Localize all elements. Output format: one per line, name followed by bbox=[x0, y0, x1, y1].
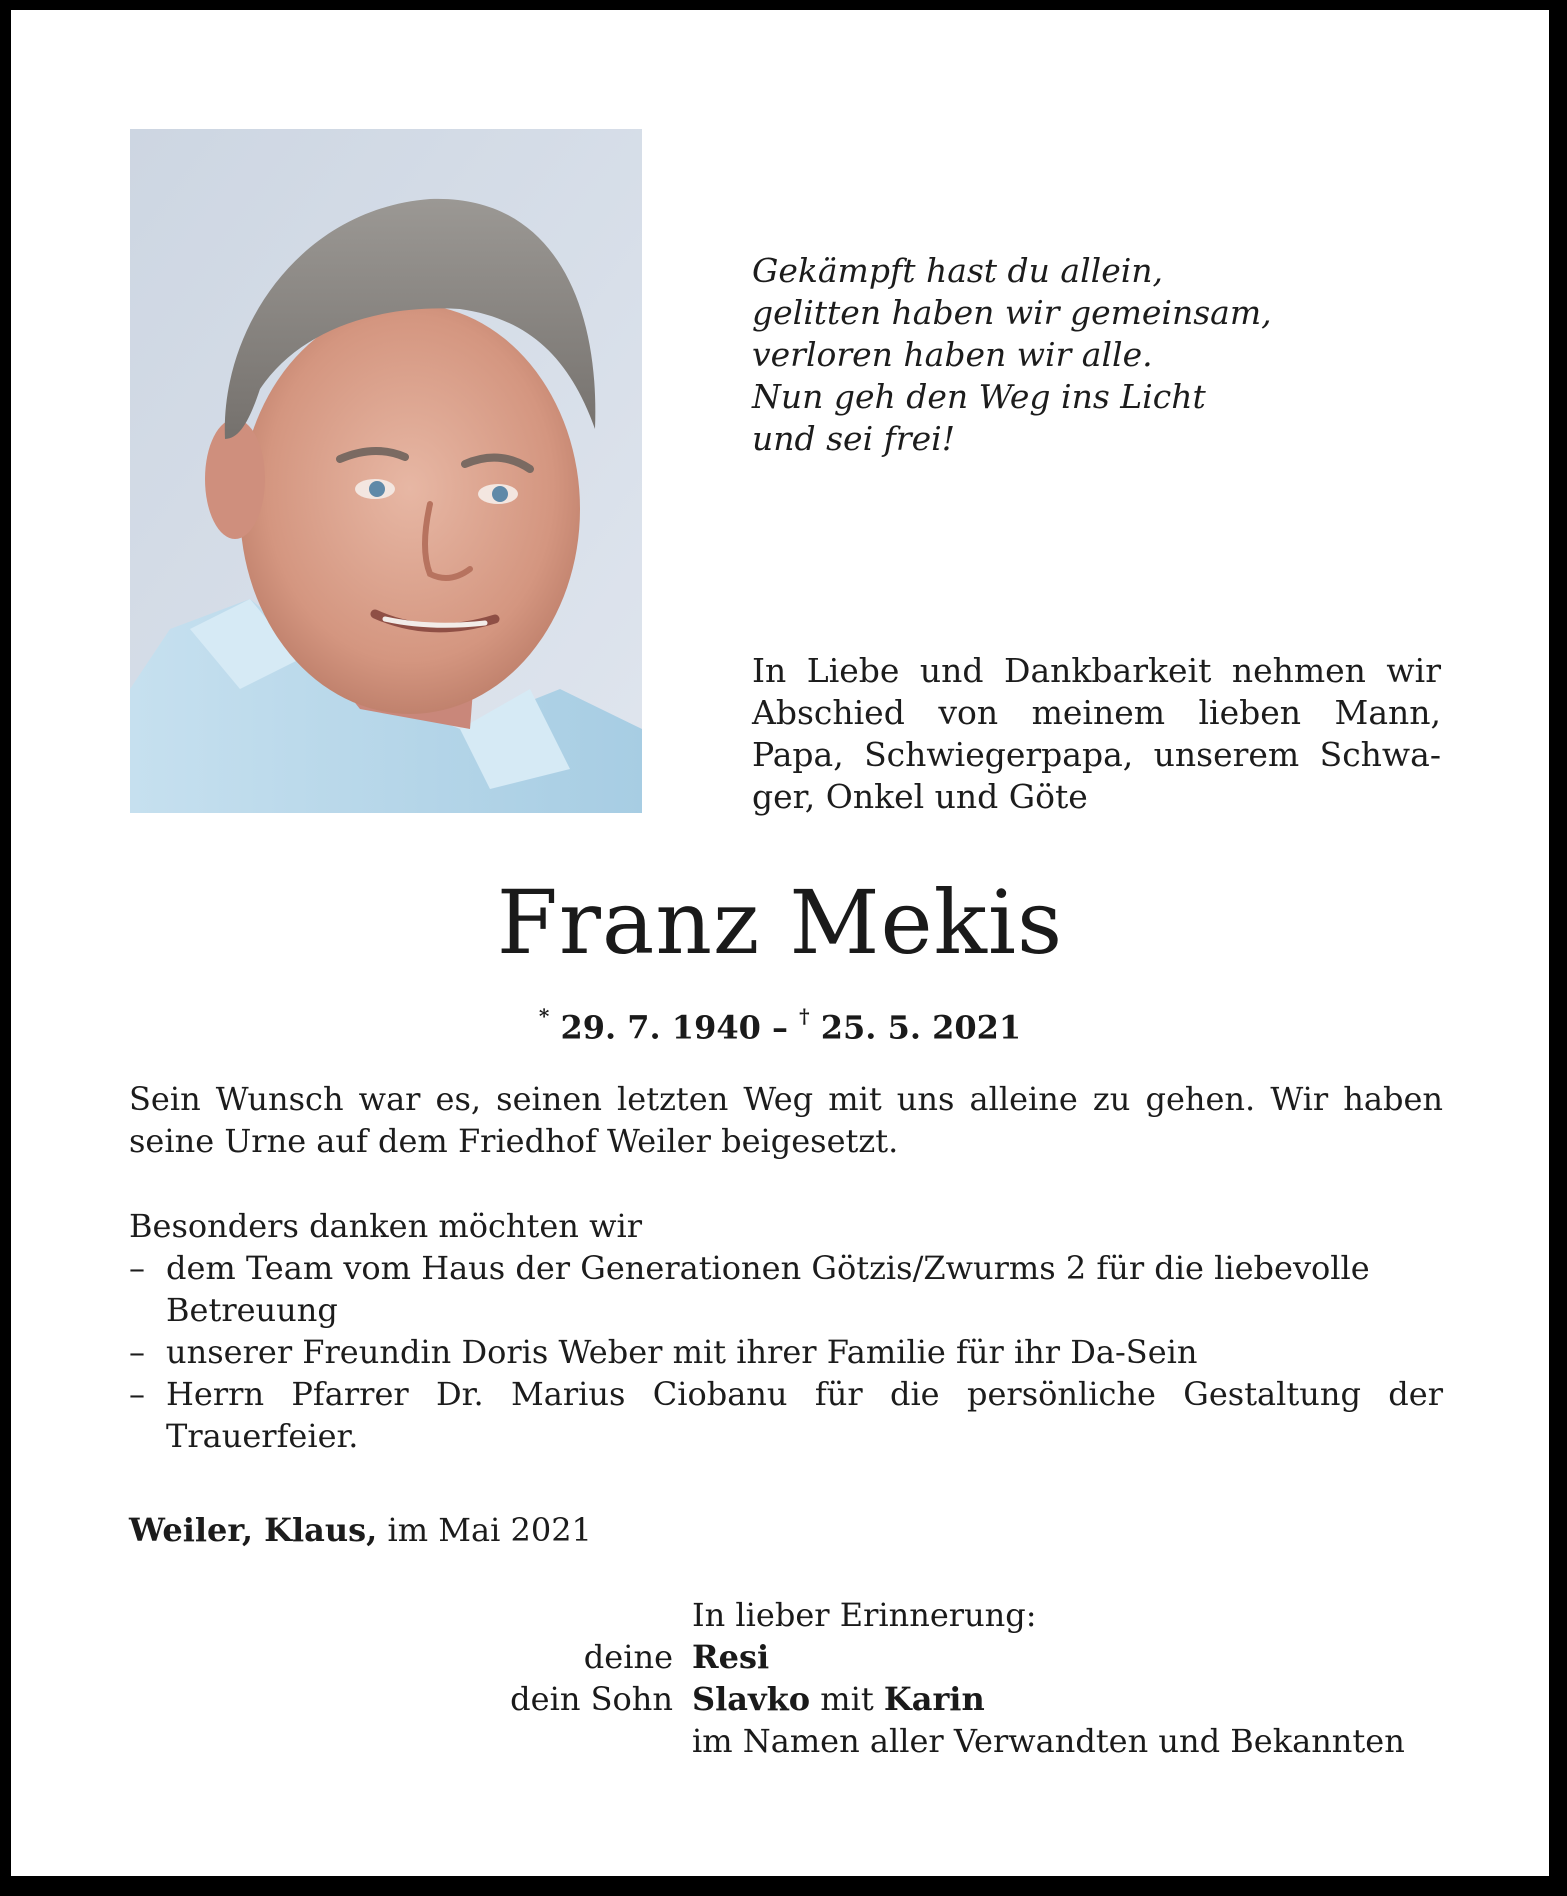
birth-symbol: * bbox=[538, 1004, 550, 1028]
life-dates bbox=[11, 1000, 1549, 1048]
dash-bullet: – bbox=[129, 1249, 145, 1287]
dash-bullet: – bbox=[129, 1333, 145, 1371]
date-separator: – bbox=[772, 1008, 788, 1047]
poem bbox=[752, 250, 1312, 460]
deceased-name: Franz Mekis bbox=[496, 871, 1064, 974]
list-item-line: Betreuung bbox=[166, 1291, 338, 1329]
mourner-name: Karin bbox=[883, 1680, 985, 1718]
portrait-photo bbox=[130, 129, 642, 813]
relation-label: dein Sohn bbox=[510, 1680, 673, 1718]
poem-line: Gekämpft hast du allein, bbox=[752, 251, 1164, 290]
wish-line: seine Urne auf dem Friedhof Weiler beigesetzt. bbox=[129, 1122, 899, 1160]
place-month: im Mai 2021 bbox=[387, 1511, 592, 1549]
closing-signatures bbox=[129, 1594, 1443, 1762]
intro-line: Papa, Schwiegerpapa, unserem Schwa- bbox=[752, 735, 1441, 774]
poem-line: gelitten haben wir gemeinsam, bbox=[752, 293, 1272, 332]
list-item bbox=[129, 1373, 1443, 1457]
list-item bbox=[129, 1331, 1443, 1373]
place-date bbox=[129, 1509, 1443, 1551]
intro-line: In Liebe und Dankbarkeit nehmen wir bbox=[752, 651, 1441, 690]
mourner-connector: mit bbox=[820, 1680, 874, 1718]
wish-paragraph bbox=[129, 1078, 1443, 1162]
relation-label: deine bbox=[583, 1638, 673, 1676]
closing-heading: In lieber Erinnerung: bbox=[692, 1596, 1037, 1634]
poem-line: verloren haben wir alle. bbox=[752, 335, 1153, 374]
list-item-line: Trauerfeier. bbox=[166, 1417, 359, 1455]
birth-date: 29. 7. 1940 bbox=[560, 1008, 761, 1047]
poem-line: Nun geh den Weg ins Licht bbox=[752, 377, 1206, 416]
obituary-card bbox=[11, 10, 1549, 1876]
thanks-list bbox=[129, 1247, 1443, 1457]
death-symbol: † bbox=[799, 1004, 810, 1028]
intro-line: Abschied von meinem lieben Mann, bbox=[752, 693, 1441, 732]
place-names: Weiler, Klaus, bbox=[129, 1511, 378, 1549]
poem-line: und sei frei! bbox=[752, 419, 955, 458]
closing-family-line: im Namen aller Verwandten und Bekannten bbox=[692, 1722, 1405, 1760]
list-item-line: Herrn Pfarrer Dr. Marius Ciobanu für die persönliche Gestaltung der bbox=[166, 1375, 1443, 1413]
intro-paragraph bbox=[752, 650, 1441, 818]
wish-line: Sein Wunsch war es, seinen letzten Weg mit uns alleine zu gehen. Wir haben bbox=[129, 1080, 1443, 1118]
intro-line: ger, Onkel und Göte bbox=[752, 777, 1088, 816]
dash-bullet: – bbox=[129, 1375, 145, 1413]
mourner-name: Slavko bbox=[692, 1680, 811, 1718]
list-item-line: dem Team vom Haus der Generationen Götzis/Zwurms 2 für die liebevolle bbox=[166, 1249, 1370, 1287]
thanks-heading: Besonders danken möchten wir bbox=[129, 1207, 642, 1245]
death-date: 25. 5. 2021 bbox=[820, 1008, 1022, 1047]
list-item-line: unserer Freundin Doris Weber mit ihrer Familie für ihr Da-Sein bbox=[166, 1333, 1198, 1371]
list-item bbox=[129, 1247, 1443, 1331]
mourner-name: Resi bbox=[692, 1638, 770, 1676]
